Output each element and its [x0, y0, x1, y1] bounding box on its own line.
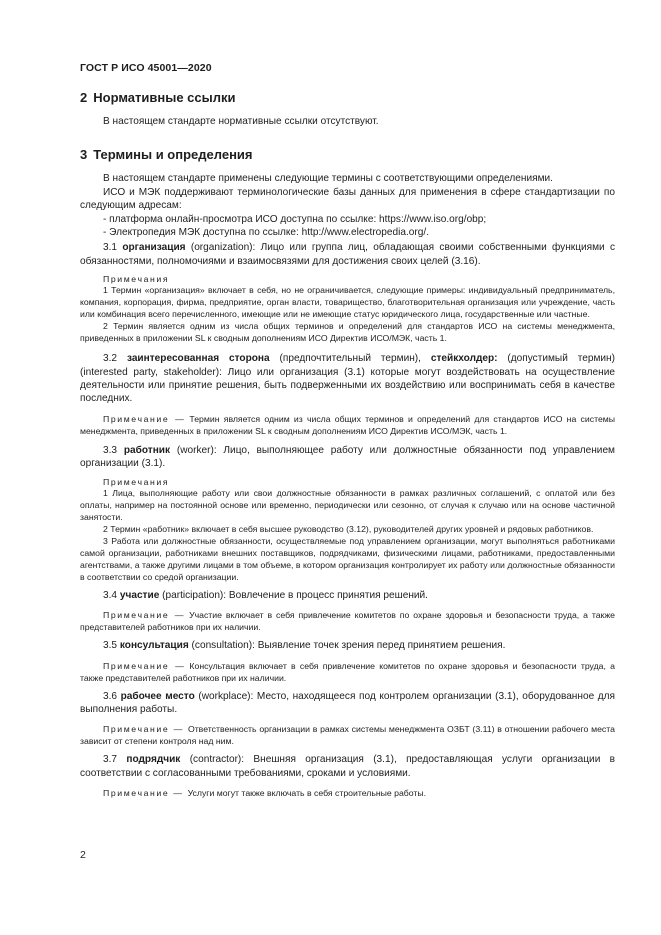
- term-title-2: стейкхолдер:: [430, 353, 498, 365]
- term-title: рабочее место: [120, 690, 195, 702]
- section-2-heading: [80, 90, 615, 105]
- term-definition-b: (допустимый термин) (interested party, stakeholder): Лицо или организация (3.1) которые могут воздействовать на осуществление деятельности или принятие решения, быть подверженными их воздействию или воспринимать себя в качестве последних.: [80, 353, 615, 405]
- term-number: 3.4: [103, 589, 118, 601]
- term-3-3-note-1: 1 Лица, выполняющие работу или свои должностные обязанности в рамках различных соглашений, с оплатой или без оплаты, например на постоянной основе или временно, периодически или сезонно, от случая к случаю или на основе частичной занятости.: [80, 487, 615, 522]
- term-number: 3.5: [103, 640, 118, 652]
- term-definition: (organization): Лицо или группа лиц, обладающая своими собственными функциями с обязанностями, полномочиями и взаимосвязями для достижения своих целей (3.16).: [80, 242, 615, 267]
- term-3-4-note: [80, 609, 615, 633]
- term-title: консультация: [119, 640, 189, 652]
- note-text: Термин является одним из числа общих терминов и определений для стандартов ИСО на системы менеджмента, приведенных в приложении SL к сводным дополнениям ИСО Директив ИСО/МЭК, часть 1.: [80, 413, 615, 436]
- note-text: Участие включает в себя привлечение комитетов по охране здоровья и безопасности труда, а также представителей работников при их наличии.: [80, 610, 615, 633]
- term-title: подрядчик: [126, 754, 181, 766]
- section-title: Термины и определения: [93, 147, 253, 163]
- notes-label: Примечания: [103, 476, 170, 487]
- section-title: Нормативные ссылки: [93, 90, 236, 105]
- term-number: 3.3: [103, 444, 118, 456]
- link-iso-obp: - платформа онлайн-просмотра ИСО доступна по ссылке: https://www.iso.org/obp;: [103, 213, 487, 225]
- section-3-intro: В настоящем стандарте применены следующие термины с соответствующими определениями.: [103, 173, 553, 185]
- term-definition: (participation): Вовлечение в процесс принятия решений.: [162, 589, 428, 601]
- term-3-5: [80, 639, 615, 652]
- term-3-2-note: [80, 413, 615, 437]
- term-3-3-note-2: 2 Термин «работник» включает в себя высшее руководство (3.12), руководителей других уровней и рядовых работников.: [103, 523, 594, 534]
- term-number: 3.2: [103, 353, 118, 365]
- term-definition-a: (предпочтительный термин),: [279, 353, 421, 365]
- note-label: Примечание —: [103, 788, 184, 799]
- term-title: работник: [123, 444, 171, 456]
- term-title: участие: [119, 589, 160, 601]
- section-3-iso-iec: ИСО и МЭК поддерживают терминологические базы данных для применения в сфере стандартизации по следующим адресам:: [80, 186, 615, 212]
- link-electropedia: - Электропедия МЭК доступна по ссылке: http://www.electropedia.org/.: [103, 227, 429, 239]
- term-number: 3.1: [103, 242, 118, 254]
- term-definition: (worker): Лицо, выполняющее работу или должностные обязанности под управлением организации (3.1).: [80, 444, 615, 470]
- term-number: 3.6: [103, 690, 118, 702]
- term-number: 3.7: [103, 754, 118, 766]
- term-definition: (contractor): Внешняя организация (3.1), предоставляющая услуги организации в соответствии с согласованными требованиями, сроками и условиями.: [80, 754, 616, 779]
- term-definition: (consultation): Выявление точек зрения перед принятием решения.: [191, 640, 506, 652]
- term-3-5-note: [80, 660, 615, 684]
- term-title: организация: [122, 242, 186, 254]
- term-3-3: [80, 444, 615, 471]
- standard-code: ГОСТ Р ИСО 45001—2020: [80, 62, 212, 74]
- term-3-1: [80, 241, 615, 268]
- term-3-7-note: [80, 787, 615, 799]
- term-3-3-note-3: 3 Работа или должностные обязанности, осуществляемые под управлением организации, могут выполняться работниками самой организации, работниками внешних поставщиков, подрядчиками, физическими лицами, работниками, предоставленными агентствами, а также другими лицами в том объеме, в котором организация контролирует их работу или должностные обязанности в соответствии со средой организации.: [80, 535, 615, 582]
- term-3-6: [80, 690, 615, 717]
- term-3-4: [80, 589, 615, 602]
- term-3-1-note-2: 2 Термин является одним из числа общих терминов и определений для стандартов ИСО на системы менеджмента, приведенных в приложении SL к сводным дополнениям ИСО Директив ИСО/МЭК, часть 1.: [80, 321, 615, 344]
- section-2-text: В настоящем стандарте нормативные ссылки отсутствуют.: [103, 116, 379, 127]
- section-number: 2: [80, 90, 88, 105]
- section-number: 3: [80, 147, 88, 163]
- term-3-7: [80, 753, 615, 780]
- notes-label: Примечания: [103, 274, 170, 285]
- note-text: Консультация включает в себя привлечение комитетов по охране здоровья и безопасности труда, а также представителей работников при их наличии.: [80, 660, 615, 683]
- term-title: заинтересованная сторона: [126, 353, 270, 365]
- term-3-6-note: [80, 723, 615, 747]
- page-content: [80, 90, 615, 799]
- page-number: 2: [80, 849, 86, 861]
- section-3-heading: [80, 147, 615, 162]
- note-text: Ответственность организации в рамках системы менеджмента ОЗБТ (3.11) в отношении рабочего места зависит от степени контроля над ним.: [80, 724, 615, 747]
- note-label: Примечание —: [103, 413, 186, 424]
- term-definition: (workplace): Место, находящееся под контролем организации (3.1), оборудованное для выполнения работы.: [80, 690, 616, 715]
- note-label: Примечание —: [103, 660, 186, 671]
- note-label: Примечание —: [103, 610, 186, 621]
- term-3-2: [80, 352, 615, 406]
- term-3-1-note-1: 1 Термин «организация» включает в себя, но не ограничивается, следующие примеры: индивидуальный предприниматель, компания, корпорация, фирма, предприятие, орган власти, товарищество, благотворительная организация или учреждение, часть или комбинация всего перечисленного, имеющие или не имеющие статус юридического лица, государственные или частные.: [80, 285, 615, 320]
- note-label: Примечание —: [103, 724, 184, 735]
- note-text: Услуги могут также включать в себя строительные работы.: [187, 788, 427, 799]
